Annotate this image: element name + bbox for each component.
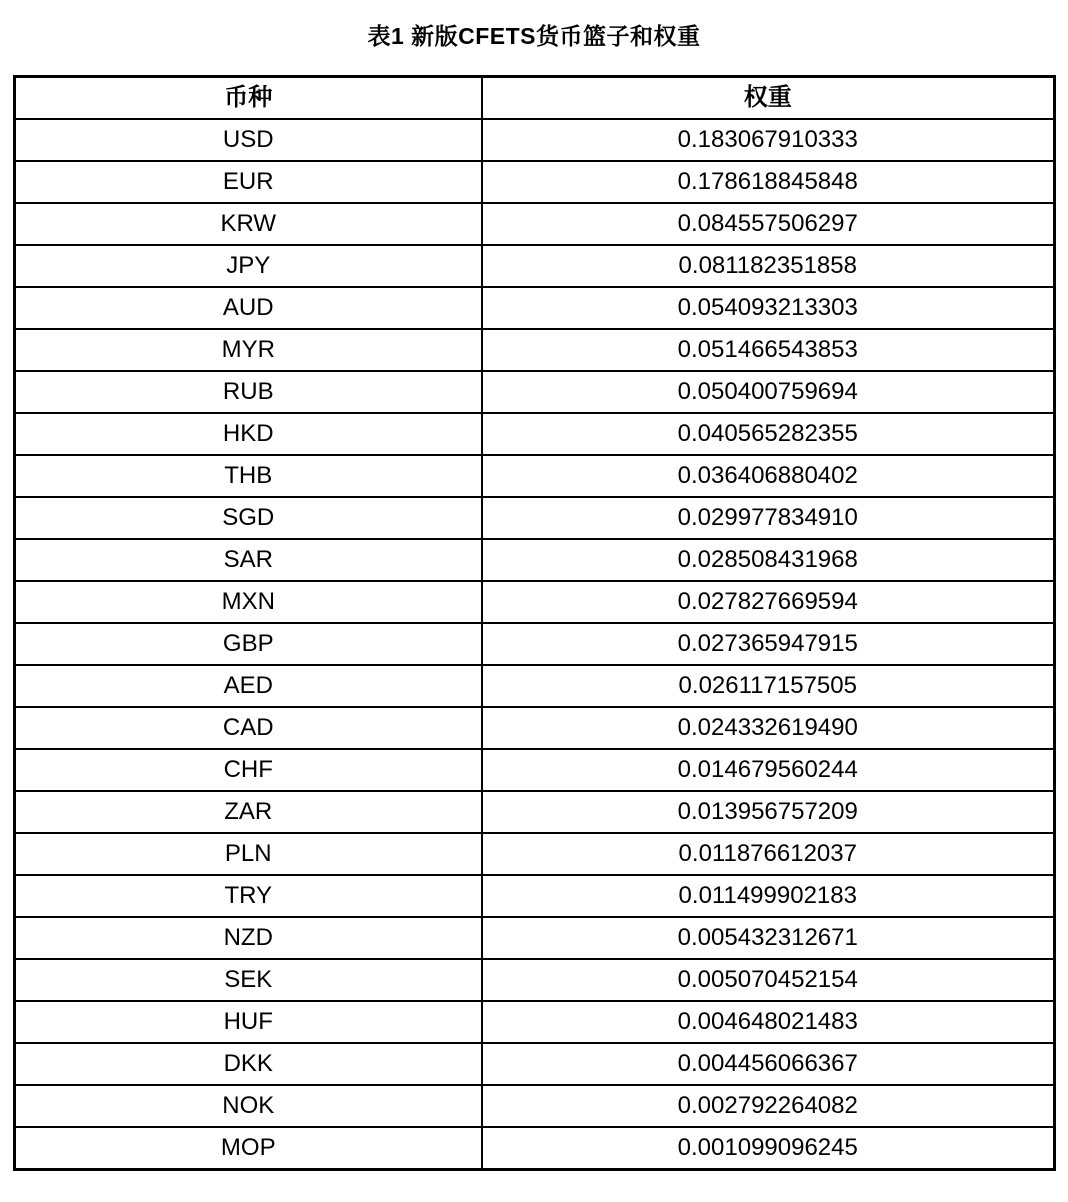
weight-cell: 0.004648021483 <box>482 1001 1054 1043</box>
table-row <box>14 707 1054 749</box>
currency-cell: NZD <box>14 917 482 959</box>
weight-cell: 0.050400759694 <box>482 371 1054 413</box>
currency-cell: GBP <box>14 623 482 665</box>
table-body <box>14 119 1054 1170</box>
weight-cell: 0.004456066367 <box>482 1043 1054 1085</box>
currency-cell: ZAR <box>14 791 482 833</box>
currency-cell: JPY <box>14 245 482 287</box>
weight-cell: 0.011499902183 <box>482 875 1054 917</box>
table-row <box>14 455 1054 497</box>
weight-cell: 0.027365947915 <box>482 623 1054 665</box>
header-row <box>14 77 1054 120</box>
currency-cell: HUF <box>14 1001 482 1043</box>
header-cell-currency: 币种 <box>14 77 482 120</box>
table-row <box>14 623 1054 665</box>
currency-cell: SGD <box>14 497 482 539</box>
currency-cell: PLN <box>14 833 482 875</box>
weight-cell: 0.178618845848 <box>482 161 1054 203</box>
table-row <box>14 371 1054 413</box>
weight-cell: 0.026117157505 <box>482 665 1054 707</box>
table-header <box>14 77 1054 120</box>
currency-cell: EUR <box>14 161 482 203</box>
currency-cell: THB <box>14 455 482 497</box>
table-row <box>14 791 1054 833</box>
currency-cell: RUB <box>14 371 482 413</box>
currency-cell: CAD <box>14 707 482 749</box>
table-row <box>14 749 1054 791</box>
weight-cell: 0.013956757209 <box>482 791 1054 833</box>
table-row <box>14 1001 1054 1043</box>
table-row <box>14 497 1054 539</box>
currency-cell: TRY <box>14 875 482 917</box>
table-row <box>14 917 1054 959</box>
weight-cell: 0.005070452154 <box>482 959 1054 1001</box>
table-row <box>14 581 1054 623</box>
weight-cell: 0.036406880402 <box>482 455 1054 497</box>
weight-cell: 0.084557506297 <box>482 203 1054 245</box>
table-row <box>14 329 1054 371</box>
page-title: 表1 新版CFETS货币篮子和权重 <box>367 23 701 49</box>
table-row <box>14 959 1054 1001</box>
table-row <box>14 1085 1054 1127</box>
weight-cell: 0.024332619490 <box>482 707 1054 749</box>
weight-cell: 0.011876612037 <box>482 833 1054 875</box>
weight-cell: 0.028508431968 <box>482 539 1054 581</box>
table-row <box>14 539 1054 581</box>
weight-cell: 0.005432312671 <box>482 917 1054 959</box>
currency-weight-table <box>13 75 1056 1171</box>
weight-cell: 0.051466543853 <box>482 329 1054 371</box>
currency-cell: DKK <box>14 1043 482 1085</box>
currency-cell: KRW <box>14 203 482 245</box>
table-row <box>14 287 1054 329</box>
currency-cell: AUD <box>14 287 482 329</box>
weight-cell: 0.183067910333 <box>482 119 1054 161</box>
table-row <box>14 119 1054 161</box>
weight-cell: 0.054093213303 <box>482 287 1054 329</box>
currency-cell: MXN <box>14 581 482 623</box>
weight-cell: 0.001099096245 <box>482 1127 1054 1170</box>
weight-cell: 0.002792264082 <box>482 1085 1054 1127</box>
weight-cell: 0.027827669594 <box>482 581 1054 623</box>
currency-cell: SEK <box>14 959 482 1001</box>
currency-cell: CHF <box>14 749 482 791</box>
currency-cell: MOP <box>14 1127 482 1170</box>
table-row <box>14 203 1054 245</box>
table-row <box>14 161 1054 203</box>
table-row <box>14 875 1054 917</box>
currency-cell: AED <box>14 665 482 707</box>
table-row <box>14 833 1054 875</box>
weight-cell: 0.029977834910 <box>482 497 1054 539</box>
table-row <box>14 245 1054 287</box>
table-row <box>14 665 1054 707</box>
currency-cell: USD <box>14 119 482 161</box>
table-row <box>14 1127 1054 1170</box>
table-row <box>14 413 1054 455</box>
currency-cell: HKD <box>14 413 482 455</box>
weight-cell: 0.040565282355 <box>482 413 1054 455</box>
weight-cell: 0.081182351858 <box>482 245 1054 287</box>
currency-cell: NOK <box>14 1085 482 1127</box>
header-cell-weight: 权重 <box>482 77 1054 120</box>
currency-cell: MYR <box>14 329 482 371</box>
table-row <box>14 1043 1054 1085</box>
weight-cell: 0.014679560244 <box>482 749 1054 791</box>
currency-cell: SAR <box>14 539 482 581</box>
